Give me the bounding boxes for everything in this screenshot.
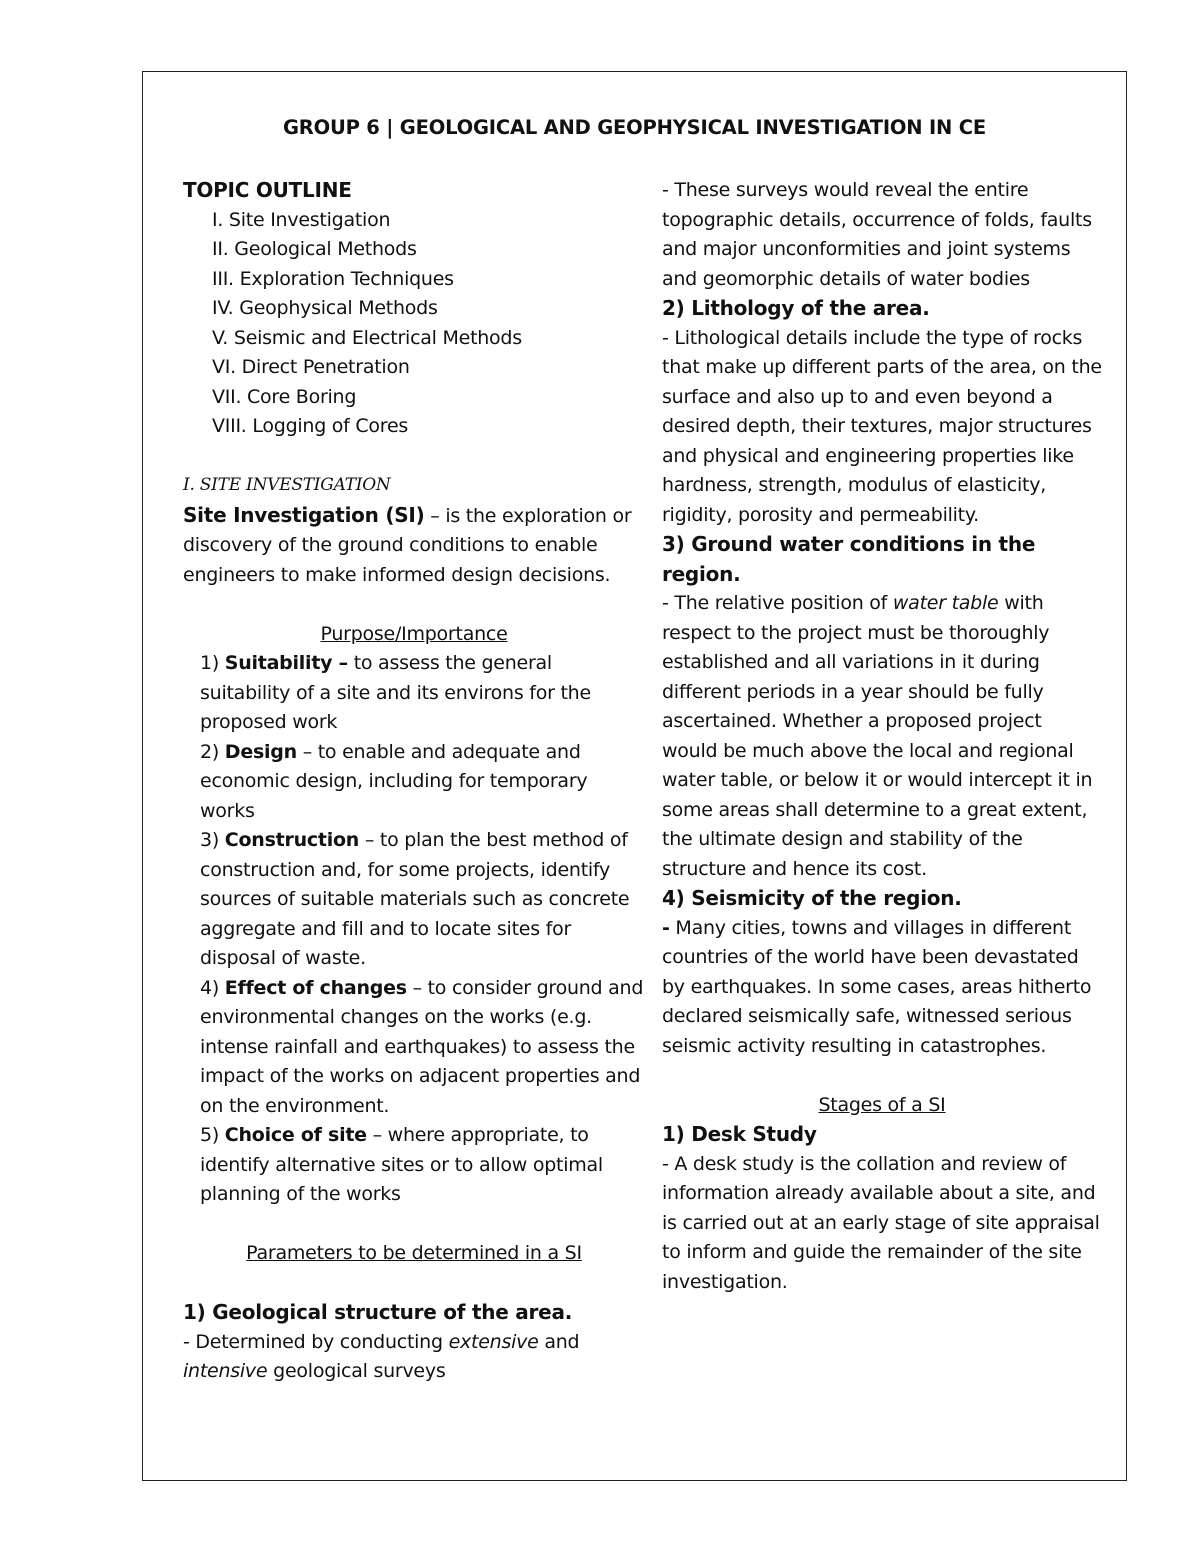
outline-item: II. Geological Methods (212, 238, 417, 260)
purpose-item (200, 1121, 645, 1210)
right-column (662, 176, 1102, 1297)
purpose-term: Construction (224, 829, 360, 851)
text-run: - Determined by conducting (183, 1330, 449, 1353)
text-run: - (662, 916, 670, 939)
parameter-1-continued: - These surveys would reveal the entire topographic details, occurrence of folds, faults and major unconformities and joint systems and geomorphic details of water bodies (662, 179, 1092, 290)
purpose-term: Design (224, 740, 297, 763)
italic-term: extensive (448, 1330, 539, 1353)
parameter-1-text (183, 1328, 645, 1387)
purpose-text: – to consider ground and environmental changes on the works (e.g. intense rainfall and earthquakes) to assess the impact of the works on adjacent properties and on the environment. (200, 976, 644, 1117)
outline-item: VI. Direct Penetration (212, 356, 410, 378)
purpose-number: 1) (200, 652, 225, 674)
purpose-list (183, 649, 645, 1210)
purpose-number: 4) (200, 976, 225, 999)
italic-term: intensive (183, 1360, 268, 1382)
purpose-text: – to plan the best method of construction and, for some projects, identify sources of suitable materials such as concrete aggregate and fill and to locate sites for disposal of waste. (200, 829, 630, 969)
purpose-text: – to enable and adequate and economic design, including for temporary works (200, 740, 588, 822)
stage-1-heading: 1) Desk Study (662, 1122, 817, 1146)
outline-item: IV. Geophysical Methods (212, 297, 438, 319)
parameter-3-heading: 3) Ground water conditions in the region. (662, 532, 1036, 586)
purpose-term: Suitability – (224, 652, 348, 674)
text-run: and (538, 1330, 580, 1353)
outline-item: III. Exploration Techniques (212, 267, 454, 290)
parameter-4-text (662, 914, 1102, 1062)
purpose-item (200, 649, 645, 738)
si-term: Site Investigation (SI) (183, 502, 425, 527)
purpose-text: – where appropriate, to identify alternative sites or to allow optimal planning of the works (200, 1124, 603, 1205)
purpose-heading: Purpose/Importance (320, 622, 508, 645)
purpose-term: Choice of site (224, 1124, 367, 1146)
outline-item: I. Site Investigation (212, 208, 391, 231)
si-definition-text: – is the exploration or discovery of the ground conditions to enable engineers to make informed design decisions. (183, 504, 632, 586)
purpose-term: Effect of changes (224, 976, 407, 999)
stages-heading: Stages of a SI (818, 1093, 946, 1116)
outline-item: V. Seismic and Electrical Methods (212, 326, 522, 349)
left-column (183, 176, 645, 1387)
purpose-item (200, 738, 645, 827)
parameter-2-heading: 2) Lithology of the area. (662, 296, 930, 320)
parameter-1-heading: 1) Geological structure of the area. (183, 1300, 573, 1324)
stage-1-text: - A desk study is the collation and review of information already available about a site, and is carried out at an early stage of site appraisal to inform and guide the remainder of the site investigation. (662, 1152, 1100, 1293)
outline-item: VII. Core Boring (212, 385, 357, 408)
document-title: GROUP 6 | GEOLOGICAL AND GEOPHYSICAL INVESTIGATION IN CE (282, 116, 987, 139)
section-heading: I. SITE INVESTIGATION (183, 475, 391, 495)
purpose-number: 3) (200, 829, 225, 851)
text-run: geological surveys (267, 1360, 446, 1382)
purpose-item (200, 826, 645, 974)
parameters-heading: Parameters to be determined in a SI (246, 1242, 582, 1264)
text-run: with respect to the project must be thoroughly established and all variations in it during different periods in a year should be fully ascertained. Whether a proposed project would be much above the local and regional water table, or below it or would intercept it in some areas shall determine to a great extent, the ultimate design and stability of the structure and hence its cost. (662, 592, 1093, 880)
si-definition (183, 501, 645, 591)
italic-term: water table (892, 592, 999, 614)
text-run: Many cities, towns and villages in different countries of the world have been devastated by earthquakes. In some cases, areas hitherto declared seismically safe, witnessed serious seismic activity resulting in catastrophes. (662, 916, 1092, 1057)
parameter-4-heading: 4) Seismicity of the region. (662, 886, 962, 910)
outline-item: VIII. Logging of Cores (212, 415, 409, 437)
parameter-2-text: - Lithological details include the type of rocks that make up different parts of the area, on the surface and also up to and even beyond a desired depth, their textures, major structures and physical and engineering properties like hardness, strength, modulus of elasticity, rigidity, porosity and permeability. (662, 326, 1102, 526)
purpose-text: to assess the general suitability of a site and its environs for the proposed work (200, 652, 591, 733)
purpose-number: 5) (200, 1124, 225, 1146)
topic-outline-list (183, 206, 645, 442)
purpose-item (200, 974, 645, 1122)
purpose-number: 2) (200, 740, 225, 763)
text-run: - The relative position of (662, 592, 893, 614)
outline-heading: TOPIC OUTLINE (183, 178, 352, 202)
parameter-3-text (662, 589, 1102, 884)
